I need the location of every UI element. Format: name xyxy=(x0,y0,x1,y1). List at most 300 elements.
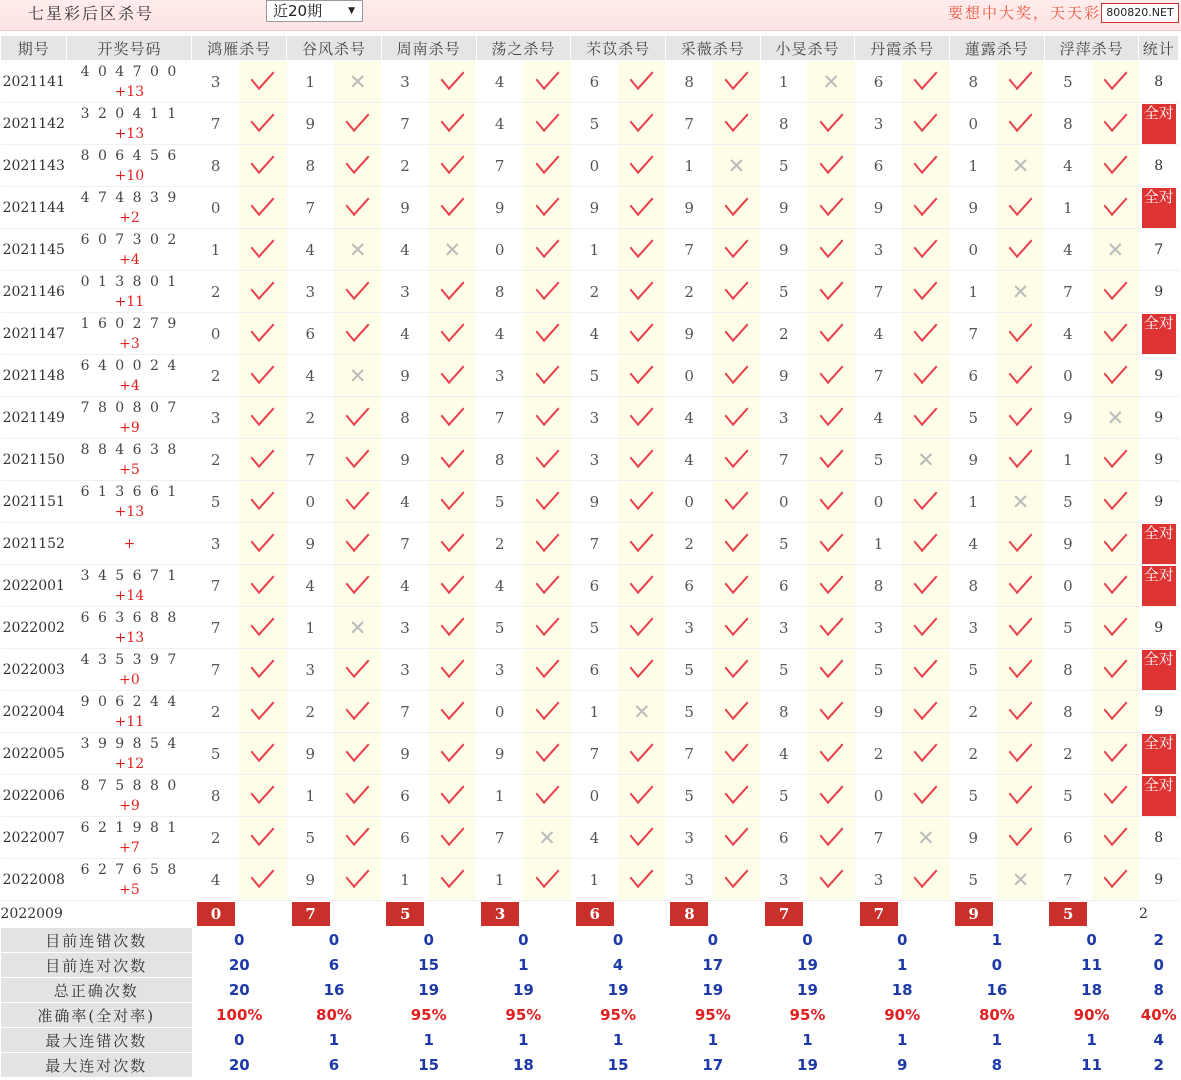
result-cell xyxy=(618,691,665,733)
kill-number-cell: 8 xyxy=(381,397,428,439)
kill-number-cell: 6 xyxy=(381,817,428,859)
summary-label: 最大连错次数 xyxy=(1,1028,192,1053)
all-correct-badge: 全对 xyxy=(1142,566,1176,606)
draw-numbers: 4 7 4 8 3 9 xyxy=(80,189,179,206)
draw-numbers-cell xyxy=(67,649,192,691)
summary-value: 11 xyxy=(1081,1055,1103,1074)
period-cell: 2021142 xyxy=(1,103,67,145)
result-cell xyxy=(1092,313,1139,355)
kill-number-cell: 7 xyxy=(855,355,902,397)
period-cell: 2021152 xyxy=(1,523,67,565)
result-cell xyxy=(618,355,665,397)
result-cell xyxy=(997,439,1044,481)
result-cell xyxy=(807,187,854,229)
result-cell xyxy=(239,817,286,859)
draw-numbers: 9 0 6 2 4 4 xyxy=(80,693,179,710)
summary-value: 95% xyxy=(600,1006,637,1024)
result-cell xyxy=(334,817,381,859)
draw-sum: + xyxy=(123,535,136,552)
check-icon xyxy=(1103,609,1127,636)
all-correct-badge: 全对 xyxy=(1142,314,1176,354)
stat-cell xyxy=(1139,775,1179,817)
kill-number-cell: 5 xyxy=(1044,607,1091,649)
check-icon xyxy=(914,315,938,342)
check-icon xyxy=(1103,147,1127,174)
result-cell xyxy=(523,355,570,397)
summary-label: 目前连对次数 xyxy=(1,953,192,978)
table-header-row xyxy=(1,36,1179,61)
kill-number-cell: 9 xyxy=(760,355,807,397)
kill-number-cell: 5 xyxy=(571,607,618,649)
kill-number-cell: 0 xyxy=(1044,355,1091,397)
summary-value: 1 xyxy=(802,1031,813,1049)
check-icon xyxy=(914,735,938,762)
check-icon xyxy=(819,189,843,216)
kill-number-cell: 5 xyxy=(665,775,712,817)
col-header-draw: 开奖号码 xyxy=(67,36,192,61)
check-icon xyxy=(251,441,275,468)
kill-number-cell: 5 xyxy=(950,649,997,691)
kill-number-cell: 0 xyxy=(571,145,618,187)
check-icon xyxy=(1009,315,1033,342)
kill-number-cell: 7 xyxy=(476,397,523,439)
draw-numbers-cell xyxy=(67,481,192,523)
check-icon xyxy=(819,315,843,342)
period-cell: 2022003 xyxy=(1,649,67,691)
kill-number-cell: 5 xyxy=(855,649,902,691)
result-cell xyxy=(902,523,949,565)
result-cell xyxy=(618,397,665,439)
result-cell xyxy=(429,229,476,271)
check-icon xyxy=(346,525,370,552)
check-icon xyxy=(630,735,654,762)
cross-icon: ✕ xyxy=(348,363,367,388)
result-cell xyxy=(1092,145,1139,187)
check-icon xyxy=(1103,777,1127,804)
kill-number-cell: 4 xyxy=(287,355,334,397)
result-cell xyxy=(429,355,476,397)
period-range-select[interactable] xyxy=(266,0,363,22)
result-cell xyxy=(429,775,476,817)
kill-number-cell: 3 xyxy=(665,607,712,649)
result-cell xyxy=(239,733,286,775)
kill-number-cell: 3 xyxy=(665,859,712,901)
check-icon xyxy=(535,63,559,90)
kill-number-cell: 3 xyxy=(760,397,807,439)
result-cell xyxy=(713,565,760,607)
result-cell xyxy=(713,439,760,481)
check-icon xyxy=(1103,819,1127,846)
summary-value: 11 xyxy=(1081,956,1103,974)
result-cell xyxy=(902,229,949,271)
check-icon xyxy=(630,819,654,846)
kill-number-cell: 7 xyxy=(381,523,428,565)
result-cell xyxy=(334,355,381,397)
kill-number-cell: 4 xyxy=(476,61,523,103)
check-icon xyxy=(346,441,370,468)
result-cell xyxy=(997,859,1044,901)
kill-number-cell: 0 xyxy=(571,775,618,817)
result-cell xyxy=(1092,775,1139,817)
period-cell: 2022006 xyxy=(1,775,67,817)
col-header-stat: 统计 xyxy=(1139,36,1179,61)
stat-cell: 8 xyxy=(1139,145,1179,187)
kill-number-cell: 2 xyxy=(192,817,239,859)
result-cell xyxy=(429,481,476,523)
kill-number-cell: 7 xyxy=(855,271,902,313)
result-cell xyxy=(334,733,381,775)
table-row xyxy=(1,859,1179,901)
kill-number-cell: 1 xyxy=(571,859,618,901)
result-cell xyxy=(429,145,476,187)
result-cell xyxy=(239,313,286,355)
check-icon xyxy=(725,357,749,384)
kill-number-cell: 9 xyxy=(1044,397,1091,439)
kill-number-cell: 4 xyxy=(1044,229,1091,271)
kill-number-cell: 9 xyxy=(665,313,712,355)
page-title: 七星彩后区杀号 xyxy=(28,4,155,23)
result-cell xyxy=(902,271,949,313)
check-icon xyxy=(1009,651,1033,678)
kill-number-cell: 9 xyxy=(571,481,618,523)
check-icon xyxy=(725,609,749,636)
kill-number-cell: 2 xyxy=(287,397,334,439)
result-cell xyxy=(807,733,854,775)
all-correct-badge: 全对 xyxy=(1142,188,1176,228)
check-icon xyxy=(819,609,843,636)
current-kill-badge: 6 xyxy=(576,902,614,926)
result-cell xyxy=(239,355,286,397)
result-cell xyxy=(239,859,286,901)
result-cell xyxy=(618,439,665,481)
draw-sum: +13 xyxy=(114,629,145,646)
cross-icon: ✕ xyxy=(632,699,651,724)
kill-number-cell: 3 xyxy=(381,61,428,103)
kill-number-cell: 4 xyxy=(381,313,428,355)
col-header-period: 期号 xyxy=(1,36,67,61)
result-cell xyxy=(429,817,476,859)
col-header-expert: 蓮露杀号 xyxy=(950,36,1045,61)
kill-number-cell: 2 xyxy=(855,733,902,775)
draw-sum: +0 xyxy=(119,671,140,688)
summary-value: 15 xyxy=(607,1055,629,1074)
check-icon xyxy=(725,777,749,804)
kill-number-cell: 5 xyxy=(192,733,239,775)
kill-number-cell: 0 xyxy=(1044,565,1091,607)
summary-value: 18 xyxy=(1081,981,1103,999)
kill-number-cell: 4 xyxy=(665,397,712,439)
result-cell xyxy=(807,103,854,145)
result-cell xyxy=(429,691,476,733)
stat-cell: 9 xyxy=(1139,859,1179,901)
summary-row xyxy=(1,1053,1179,1078)
result-cell xyxy=(1092,859,1139,901)
current-kill-badge: 7 xyxy=(860,902,898,926)
result-cell xyxy=(713,523,760,565)
summary-value: 18 xyxy=(512,1055,534,1074)
check-icon xyxy=(251,651,275,678)
draw-numbers: 7 8 0 8 0 7 xyxy=(80,399,179,416)
result-cell xyxy=(807,271,854,313)
summary-row xyxy=(1,1028,1179,1053)
current-kill-badge: 5 xyxy=(386,902,424,926)
result-cell xyxy=(429,649,476,691)
result-cell xyxy=(713,691,760,733)
draw-numbers-cell xyxy=(67,355,192,397)
stat-cell xyxy=(1139,103,1179,145)
kill-number-cell: 0 xyxy=(192,187,239,229)
result-cell xyxy=(239,607,286,649)
table-row xyxy=(1,229,1179,271)
check-icon xyxy=(251,147,275,174)
result-cell xyxy=(618,523,665,565)
summary-value: 1 xyxy=(423,1031,434,1049)
check-icon xyxy=(630,105,654,132)
result-cell xyxy=(807,649,854,691)
result-cell xyxy=(1092,229,1139,271)
result-cell xyxy=(334,145,381,187)
result-cell xyxy=(713,481,760,523)
kill-number-cell: 8 xyxy=(760,691,807,733)
cross-icon: ✕ xyxy=(727,153,746,178)
check-icon xyxy=(535,525,559,552)
current-kill-cell xyxy=(192,901,287,928)
result-cell xyxy=(713,775,760,817)
kill-number-cell: 2 xyxy=(381,145,428,187)
result-cell xyxy=(1092,565,1139,607)
summary-value: 15 xyxy=(418,956,440,974)
draw-sum: +2 xyxy=(119,209,140,226)
check-icon xyxy=(1009,609,1033,636)
result-cell xyxy=(523,229,570,271)
site-badge[interactable]: 800820.NET xyxy=(1101,3,1179,23)
top-bar xyxy=(0,0,1181,31)
summary-value: 1 xyxy=(1086,1031,1097,1049)
kill-number-cell: 0 xyxy=(476,691,523,733)
result-cell xyxy=(807,439,854,481)
check-icon xyxy=(440,441,464,468)
kill-number-cell: 5 xyxy=(760,271,807,313)
check-icon xyxy=(819,567,843,594)
summary-value: 19 xyxy=(418,981,440,999)
draw-sum: +5 xyxy=(119,461,140,478)
check-icon xyxy=(535,399,559,426)
check-icon xyxy=(1103,861,1127,888)
summary-value: 0 xyxy=(612,931,624,949)
summary-value: 1 xyxy=(328,1031,340,1049)
draw-sum: +13 xyxy=(114,83,145,100)
kill-number-cell: 3 xyxy=(855,607,902,649)
all-correct-badge: 全对 xyxy=(1142,734,1176,774)
summary-stat: 2 xyxy=(1153,1055,1164,1074)
kill-number-cell: 9 xyxy=(381,733,428,775)
result-cell xyxy=(334,397,381,439)
check-icon xyxy=(819,735,843,762)
result-cell xyxy=(713,397,760,439)
summary-value: 1 xyxy=(991,931,1003,949)
summary-label: 目前连错次数 xyxy=(1,928,192,953)
summary-value: 19 xyxy=(797,1055,818,1074)
result-cell xyxy=(334,691,381,733)
check-icon xyxy=(1009,735,1033,762)
table-row xyxy=(1,313,1179,355)
kill-number-cell: 2 xyxy=(665,523,712,565)
kill-number-cell: 4 xyxy=(760,733,807,775)
kill-number-cell: 3 xyxy=(571,439,618,481)
result-cell xyxy=(997,229,1044,271)
check-icon xyxy=(819,651,843,678)
current-kill-cell xyxy=(287,901,382,928)
result-cell xyxy=(997,775,1044,817)
period-cell: 2021144 xyxy=(1,187,67,229)
check-icon xyxy=(346,147,370,174)
col-header-expert: 荡之杀号 xyxy=(476,36,571,61)
result-cell xyxy=(429,103,476,145)
check-icon xyxy=(251,231,275,258)
check-icon xyxy=(819,147,843,174)
draw-numbers-cell xyxy=(67,313,192,355)
result-cell xyxy=(997,565,1044,607)
kill-number-cell: 2 xyxy=(287,691,334,733)
check-icon xyxy=(630,609,654,636)
result-cell xyxy=(523,775,570,817)
check-icon xyxy=(440,819,464,846)
draw-numbers-cell xyxy=(67,145,192,187)
kill-number-cell: 3 xyxy=(950,607,997,649)
result-cell xyxy=(239,145,286,187)
check-icon xyxy=(819,399,843,426)
check-icon xyxy=(1009,63,1033,90)
result-cell xyxy=(807,565,854,607)
table-row xyxy=(1,481,1179,523)
summary-label: 准确率(全对率) xyxy=(1,1003,192,1028)
result-cell xyxy=(239,565,286,607)
check-icon xyxy=(1103,189,1127,216)
result-cell xyxy=(618,145,665,187)
check-icon xyxy=(630,315,654,342)
draw-sum: +7 xyxy=(119,839,140,856)
kill-number-cell: 9 xyxy=(571,187,618,229)
kill-number-cell: 3 xyxy=(760,859,807,901)
kill-number-cell: 8 xyxy=(476,439,523,481)
all-correct-badge: 全对 xyxy=(1142,650,1176,690)
check-icon xyxy=(440,105,464,132)
check-icon xyxy=(1009,231,1033,258)
kill-number-cell: 5 xyxy=(760,523,807,565)
result-cell xyxy=(429,397,476,439)
check-icon xyxy=(725,441,749,468)
summary-value: 19 xyxy=(512,981,534,999)
kill-number-cell: 3 xyxy=(192,61,239,103)
draw-numbers-cell xyxy=(67,439,192,481)
kill-number-cell: 5 xyxy=(855,439,902,481)
check-icon xyxy=(725,861,749,888)
result-cell xyxy=(997,271,1044,313)
summary-value: 9 xyxy=(896,1055,908,1074)
check-icon xyxy=(535,147,559,174)
draw-numbers-cell xyxy=(67,817,192,859)
summary-value: 20 xyxy=(228,956,250,974)
summary-value: 100% xyxy=(216,1006,263,1024)
kill-number-cell: 4 xyxy=(665,439,712,481)
kill-number-cell: 2 xyxy=(192,439,239,481)
kill-number-table xyxy=(0,35,1179,1077)
kill-number-cell: 8 xyxy=(1044,103,1091,145)
result-cell xyxy=(523,481,570,523)
result-cell xyxy=(807,397,854,439)
kill-number-cell: 9 xyxy=(287,523,334,565)
kill-number-cell: 1 xyxy=(192,229,239,271)
check-icon xyxy=(1103,483,1127,510)
result-cell xyxy=(334,607,381,649)
summary-value: 1 xyxy=(896,1031,908,1049)
table-row xyxy=(1,145,1179,187)
check-icon xyxy=(914,483,938,510)
check-icon xyxy=(819,231,843,258)
result-cell xyxy=(997,733,1044,775)
check-icon xyxy=(535,777,559,804)
draw-numbers: 8 0 6 4 5 6 xyxy=(80,147,179,164)
check-icon xyxy=(346,105,370,132)
check-icon xyxy=(1009,105,1033,132)
result-cell xyxy=(902,397,949,439)
result-cell xyxy=(618,649,665,691)
result-cell xyxy=(334,187,381,229)
check-icon xyxy=(251,315,275,342)
result-cell xyxy=(807,607,854,649)
stat-cell: 9 xyxy=(1139,481,1179,523)
kill-number-cell: 8 xyxy=(665,61,712,103)
kill-number-cell: 9 xyxy=(287,859,334,901)
check-icon xyxy=(535,189,559,216)
draw-numbers-cell xyxy=(67,397,192,439)
summary-row xyxy=(1,928,1179,953)
result-cell xyxy=(429,523,476,565)
kill-number-cell: 1 xyxy=(287,775,334,817)
draw-numbers: 8 8 4 6 3 8 xyxy=(80,441,179,458)
summary-value: 0 xyxy=(1086,931,1097,949)
draw-numbers: 3 9 9 8 5 4 xyxy=(80,735,179,752)
stat-cell: 8 xyxy=(1139,61,1179,103)
check-icon xyxy=(725,189,749,216)
kill-number-cell: 0 xyxy=(665,355,712,397)
check-icon xyxy=(535,567,559,594)
kill-number-cell: 1 xyxy=(665,145,712,187)
result-cell xyxy=(239,187,286,229)
kill-number-cell: 8 xyxy=(192,775,239,817)
draw-sum: +9 xyxy=(119,419,140,436)
result-cell xyxy=(334,775,381,817)
result-cell xyxy=(429,565,476,607)
kill-number-cell: 5 xyxy=(476,607,523,649)
kill-number-cell: 6 xyxy=(287,313,334,355)
kill-number-cell: 9 xyxy=(381,355,428,397)
check-icon xyxy=(440,735,464,762)
result-cell xyxy=(902,859,949,901)
col-header-expert: 谷风杀号 xyxy=(287,36,382,61)
check-icon xyxy=(535,735,559,762)
summary-value: 95% xyxy=(789,1006,826,1024)
current-kill-badge: 8 xyxy=(670,902,708,926)
check-icon xyxy=(1103,567,1127,594)
result-cell xyxy=(1092,397,1139,439)
period-cell: 2022008 xyxy=(1,859,67,901)
check-icon xyxy=(346,189,370,216)
result-cell xyxy=(1092,481,1139,523)
table-row xyxy=(1,775,1179,817)
current-kill-cell xyxy=(571,901,666,928)
check-icon xyxy=(440,861,464,888)
